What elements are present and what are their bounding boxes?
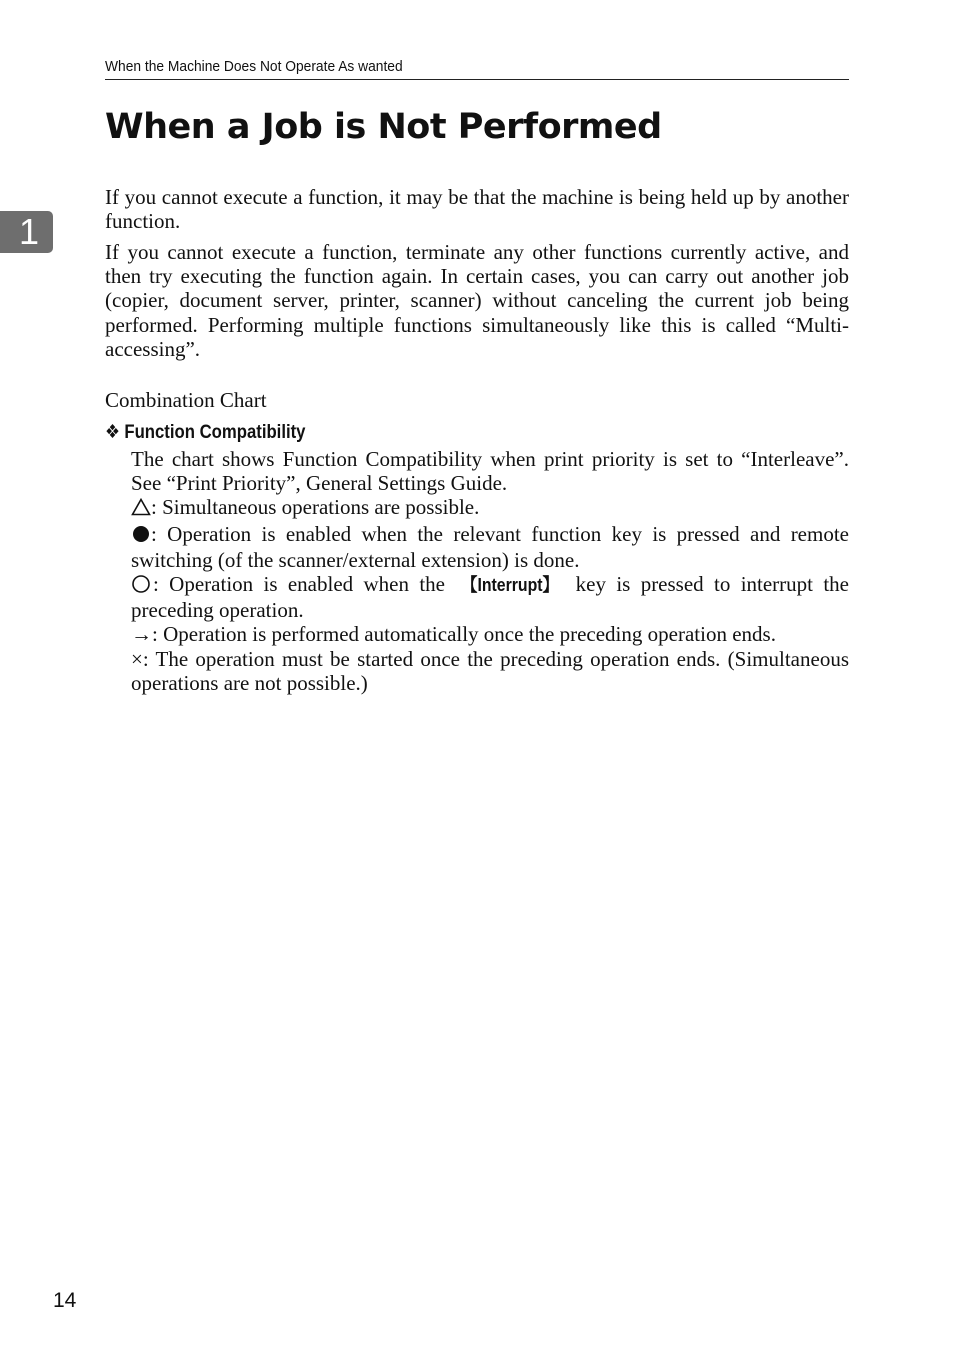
legend-text: : The operation must be started once the preceding operation ends. (Simultaneous operations are not possible.) — [131, 646, 849, 695]
filled-circle-icon — [131, 524, 151, 548]
chapter-tab — [0, 211, 53, 253]
legend-text: : Operation is enabled when the relevant function key is pressed and remote switching (of the scanner/external extension) is done. — [131, 521, 849, 572]
multiply-icon: × — [131, 646, 143, 671]
legend-text: : Simultaneous operations are possible. — [151, 495, 480, 520]
legend-item-triangle — [131, 495, 849, 521]
running-header: When the Machine Does Not Operate As wanted — [105, 58, 403, 75]
section-heading — [105, 421, 305, 445]
intro-paragraph-2: If you cannot execute a function, terminate any other functions currently active, and then try executing the function again. In certain cases, you can carry out another job (copier, document server, printer, scanner) without canceling the current job being performed. Performing multiple functions simultaneously like this is called “Multi-accessing”. — [105, 240, 849, 361]
legend-item-cross — [131, 647, 849, 695]
page-number: 14 — [53, 1289, 77, 1312]
interrupt-key-label: 【Interrupt】 — [461, 575, 559, 596]
intro-paragraph-1: If you cannot execute a function, it may be that the machine is being held up by another function. — [105, 185, 849, 234]
legend-item-arrow — [131, 622, 849, 646]
legend-item-filled-circle — [131, 522, 849, 572]
chapter-number: 1 — [18, 211, 40, 252]
header-rule — [105, 79, 849, 80]
legend-text-after: key is pressed to interrupt the preceding operation. — [131, 572, 850, 623]
diamond-bullet-icon: ❖ — [105, 422, 121, 443]
triangle-outline-icon — [131, 497, 151, 521]
legend-text: : Operation is performed automatically once the preceding operation ends. — [152, 622, 776, 647]
legend-item-open-circle — [131, 572, 849, 622]
section-heading-text: Function Compatibility — [124, 422, 306, 443]
right-arrow-icon: → — [131, 622, 152, 647]
page-title: When a Job is Not Performed — [105, 107, 662, 147]
function-compatibility-body — [131, 447, 849, 695]
combination-chart-label: Combination Chart — [105, 388, 267, 412]
legend-text-before: : Operation is enabled when the — [153, 572, 456, 597]
compatibility-intro: The chart shows Function Compatibility when print priority is set to “Interleave”. See “Print Priority”, General Settings Guide. — [131, 447, 849, 496]
open-circle-icon — [131, 574, 153, 598]
